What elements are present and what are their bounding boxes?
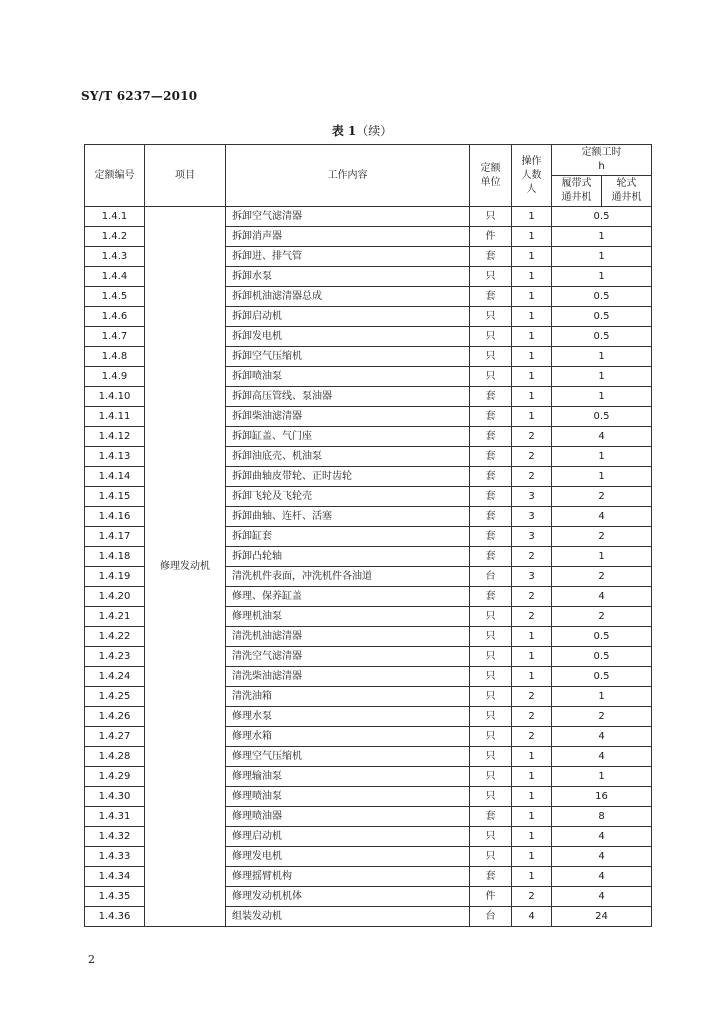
- row-unit: 只: [470, 207, 512, 227]
- row-code: 1.4.6: [85, 307, 145, 327]
- row-unit: 只: [470, 787, 512, 807]
- row-people: 3: [512, 567, 552, 587]
- row-unit: 只: [470, 607, 512, 627]
- row-task: 拆卸柴油滤清器: [226, 407, 470, 427]
- table-label: 表 1: [331, 124, 357, 138]
- row-people: 1: [512, 827, 552, 847]
- row-task: 拆卸进、排气管: [226, 247, 470, 267]
- row-task: 拆卸水泵: [226, 267, 470, 287]
- row-code: 1.4.7: [85, 327, 145, 347]
- row-task: 清洗空气滤清器: [226, 647, 470, 667]
- row-code: 1.4.11: [85, 407, 145, 427]
- row-code: 1.4.33: [85, 847, 145, 867]
- page-number: 2: [88, 953, 95, 966]
- header-crawler: 履带式 通井机: [552, 176, 602, 207]
- row-task: 拆卸曲轴、连杆、活塞: [226, 507, 470, 527]
- row-time: 8: [552, 807, 652, 827]
- row-people: 2: [512, 607, 552, 627]
- row-time: 2: [552, 707, 652, 727]
- row-time: 4: [552, 847, 652, 867]
- row-code: 1.4.10: [85, 387, 145, 407]
- row-unit: 套: [470, 467, 512, 487]
- row-code: 1.4.24: [85, 667, 145, 687]
- row-time: 0.5: [552, 647, 652, 667]
- row-unit: 只: [470, 667, 512, 687]
- row-task: 修理喷油泵: [226, 787, 470, 807]
- row-people: 2: [512, 687, 552, 707]
- row-task: 清洗油箱: [226, 687, 470, 707]
- row-unit: 只: [470, 847, 512, 867]
- row-time: 1: [552, 767, 652, 787]
- row-people: 4: [512, 907, 552, 927]
- row-people: 2: [512, 887, 552, 907]
- row-task: 拆卸曲轴皮带轮、正时齿轮: [226, 467, 470, 487]
- row-time: 1: [552, 347, 652, 367]
- row-people: 2: [512, 707, 552, 727]
- row-time: 1: [552, 547, 652, 567]
- row-unit: 只: [470, 727, 512, 747]
- row-task: 拆卸飞轮及飞轮壳: [226, 487, 470, 507]
- row-people: 1: [512, 767, 552, 787]
- row-code: 1.4.34: [85, 867, 145, 887]
- row-time: 1: [552, 367, 652, 387]
- row-time: 0.5: [552, 327, 652, 347]
- row-people: 1: [512, 807, 552, 827]
- row-unit: 套: [470, 807, 512, 827]
- table-continued: （续）: [356, 124, 393, 138]
- row-people: 1: [512, 667, 552, 687]
- row-time: 24: [552, 907, 652, 927]
- row-task: 修理机油泵: [226, 607, 470, 627]
- header-code: 定额编号: [85, 145, 145, 207]
- row-time: 2: [552, 527, 652, 547]
- row-code: 1.4.21: [85, 607, 145, 627]
- row-task: 拆卸高压管线、泵油器: [226, 387, 470, 407]
- row-time: 4: [552, 427, 652, 447]
- row-code: 1.4.9: [85, 367, 145, 387]
- row-code: 1.4.25: [85, 687, 145, 707]
- row-unit: 套: [470, 547, 512, 567]
- row-code: 1.4.31: [85, 807, 145, 827]
- row-time: 0.5: [552, 307, 652, 327]
- row-time: 1: [552, 247, 652, 267]
- row-time: 4: [552, 747, 652, 767]
- row-people: 1: [512, 387, 552, 407]
- row-people: 1: [512, 287, 552, 307]
- row-unit: 只: [470, 367, 512, 387]
- row-task: 清洗柴油滤清器: [226, 667, 470, 687]
- row-time: 0.5: [552, 627, 652, 647]
- row-code: 1.4.15: [85, 487, 145, 507]
- row-task: 清洗机件表面，冲洗机件各油道: [226, 567, 470, 587]
- row-task: 修理发电机: [226, 847, 470, 867]
- row-time: 1: [552, 267, 652, 287]
- row-people: 1: [512, 267, 552, 287]
- row-people: 2: [512, 587, 552, 607]
- row-task: 拆卸机油滤清器总成: [226, 287, 470, 307]
- row-people: 2: [512, 447, 552, 467]
- row-people: 1: [512, 247, 552, 267]
- row-people: 3: [512, 487, 552, 507]
- row-time: 0.5: [552, 407, 652, 427]
- row-time: 0.5: [552, 667, 652, 687]
- row-people: 1: [512, 407, 552, 427]
- row-code: 1.4.23: [85, 647, 145, 667]
- header-unit: 定额 单位: [470, 145, 512, 207]
- row-task: 修理摇臂机构: [226, 867, 470, 887]
- row-unit: 套: [470, 407, 512, 427]
- row-code: 1.4.32: [85, 827, 145, 847]
- row-unit: 套: [470, 447, 512, 467]
- row-people: 2: [512, 727, 552, 747]
- row-people: 1: [512, 207, 552, 227]
- row-unit: 只: [470, 347, 512, 367]
- row-unit: 套: [470, 427, 512, 447]
- row-code: 1.4.1: [85, 207, 145, 227]
- row-task: 修理空气压缩机: [226, 747, 470, 767]
- row-task: 拆卸发电机: [226, 327, 470, 347]
- row-code: 1.4.36: [85, 907, 145, 927]
- row-task: 修理水泵: [226, 707, 470, 727]
- row-time: 0.5: [552, 287, 652, 307]
- row-people: 2: [512, 547, 552, 567]
- row-unit: 只: [470, 767, 512, 787]
- row-time: 2: [552, 487, 652, 507]
- row-task: 拆卸空气压缩机: [226, 347, 470, 367]
- table-row: [85, 207, 652, 227]
- row-code: 1.4.22: [85, 627, 145, 647]
- row-code: 1.4.16: [85, 507, 145, 527]
- row-unit: 套: [470, 387, 512, 407]
- row-task: 修理发动机机体: [226, 887, 470, 907]
- row-people: 1: [512, 627, 552, 647]
- row-task: 拆卸油底壳、机油泵: [226, 447, 470, 467]
- row-code: 1.4.3: [85, 247, 145, 267]
- row-task: 拆卸空气滤清器: [226, 207, 470, 227]
- row-unit: 套: [470, 587, 512, 607]
- table-body: [85, 207, 652, 927]
- row-task: 修理启动机: [226, 827, 470, 847]
- quota-table: [84, 144, 652, 927]
- row-people: 1: [512, 787, 552, 807]
- header-wheel: 轮式 通井机: [602, 176, 652, 207]
- row-code: 1.4.19: [85, 567, 145, 587]
- row-task: 拆卸凸轮轴: [226, 547, 470, 567]
- row-code: 1.4.17: [85, 527, 145, 547]
- row-time: 1: [552, 387, 652, 407]
- row-time: 1: [552, 447, 652, 467]
- row-unit: 台: [470, 567, 512, 587]
- row-code: 1.4.8: [85, 347, 145, 367]
- row-unit: 只: [470, 627, 512, 647]
- row-people: 1: [512, 227, 552, 247]
- row-unit: 件: [470, 227, 512, 247]
- row-unit: 套: [470, 527, 512, 547]
- row-code: 1.4.20: [85, 587, 145, 607]
- row-unit: 套: [470, 247, 512, 267]
- row-people: 1: [512, 647, 552, 667]
- row-time: 1: [552, 467, 652, 487]
- row-time: 16: [552, 787, 652, 807]
- row-task: 拆卸缸盖、气门座: [226, 427, 470, 447]
- row-people: 1: [512, 307, 552, 327]
- row-time: 1: [552, 687, 652, 707]
- row-task: 组装发动机: [226, 907, 470, 927]
- row-unit: 只: [470, 707, 512, 727]
- row-time: 4: [552, 867, 652, 887]
- row-time: 2: [552, 567, 652, 587]
- row-unit: 套: [470, 287, 512, 307]
- row-code: 1.4.27: [85, 727, 145, 747]
- row-task: 拆卸喷油泵: [226, 367, 470, 387]
- row-code: 1.4.18: [85, 547, 145, 567]
- row-code: 1.4.2: [85, 227, 145, 247]
- row-people: 1: [512, 747, 552, 767]
- header-item: 项目: [145, 145, 226, 207]
- row-unit: 只: [470, 647, 512, 667]
- row-unit: 套: [470, 867, 512, 887]
- row-task: 修理、保养缸盖: [226, 587, 470, 607]
- row-people: 3: [512, 527, 552, 547]
- row-time: 0.5: [552, 207, 652, 227]
- row-code: 1.4.29: [85, 767, 145, 787]
- header-time-group: 定额工时 h: [552, 145, 652, 176]
- row-unit: 只: [470, 267, 512, 287]
- row-code: 1.4.35: [85, 887, 145, 907]
- row-unit: 件: [470, 887, 512, 907]
- item-group: 修理发动机: [145, 207, 226, 927]
- row-time: 1: [552, 227, 652, 247]
- row-time: 4: [552, 887, 652, 907]
- row-code: 1.4.30: [85, 787, 145, 807]
- row-unit: 只: [470, 327, 512, 347]
- row-people: 1: [512, 347, 552, 367]
- table-title: [0, 122, 724, 139]
- row-task: 修理水箱: [226, 727, 470, 747]
- document-code: SY/T 6237—2010: [81, 89, 198, 103]
- row-people: 2: [512, 427, 552, 447]
- row-time: 4: [552, 727, 652, 747]
- row-code: 1.4.28: [85, 747, 145, 767]
- row-task: 修理喷油器: [226, 807, 470, 827]
- row-people: 1: [512, 367, 552, 387]
- row-code: 1.4.5: [85, 287, 145, 307]
- header-people: 操作 人数 人: [512, 145, 552, 207]
- row-unit: 台: [470, 907, 512, 927]
- row-unit: 只: [470, 307, 512, 327]
- row-unit: 只: [470, 687, 512, 707]
- row-code: 1.4.26: [85, 707, 145, 727]
- row-people: 2: [512, 467, 552, 487]
- header-task: 工作内容: [226, 145, 470, 207]
- row-time: 4: [552, 587, 652, 607]
- row-unit: 只: [470, 747, 512, 767]
- row-task: 拆卸缸套: [226, 527, 470, 547]
- row-people: 1: [512, 847, 552, 867]
- row-unit: 套: [470, 487, 512, 507]
- row-time: 2: [552, 607, 652, 627]
- row-unit: 只: [470, 827, 512, 847]
- row-people: 3: [512, 507, 552, 527]
- row-code: 1.4.13: [85, 447, 145, 467]
- row-people: 1: [512, 867, 552, 887]
- row-task: 清洗机油滤清器: [226, 627, 470, 647]
- row-unit: 套: [470, 507, 512, 527]
- row-code: 1.4.12: [85, 427, 145, 447]
- row-code: 1.4.4: [85, 267, 145, 287]
- row-people: 1: [512, 327, 552, 347]
- row-task: 拆卸启动机: [226, 307, 470, 327]
- row-time: 4: [552, 827, 652, 847]
- row-task: 拆卸消声器: [226, 227, 470, 247]
- row-code: 1.4.14: [85, 467, 145, 487]
- row-task: 修理输油泵: [226, 767, 470, 787]
- row-time: 4: [552, 507, 652, 527]
